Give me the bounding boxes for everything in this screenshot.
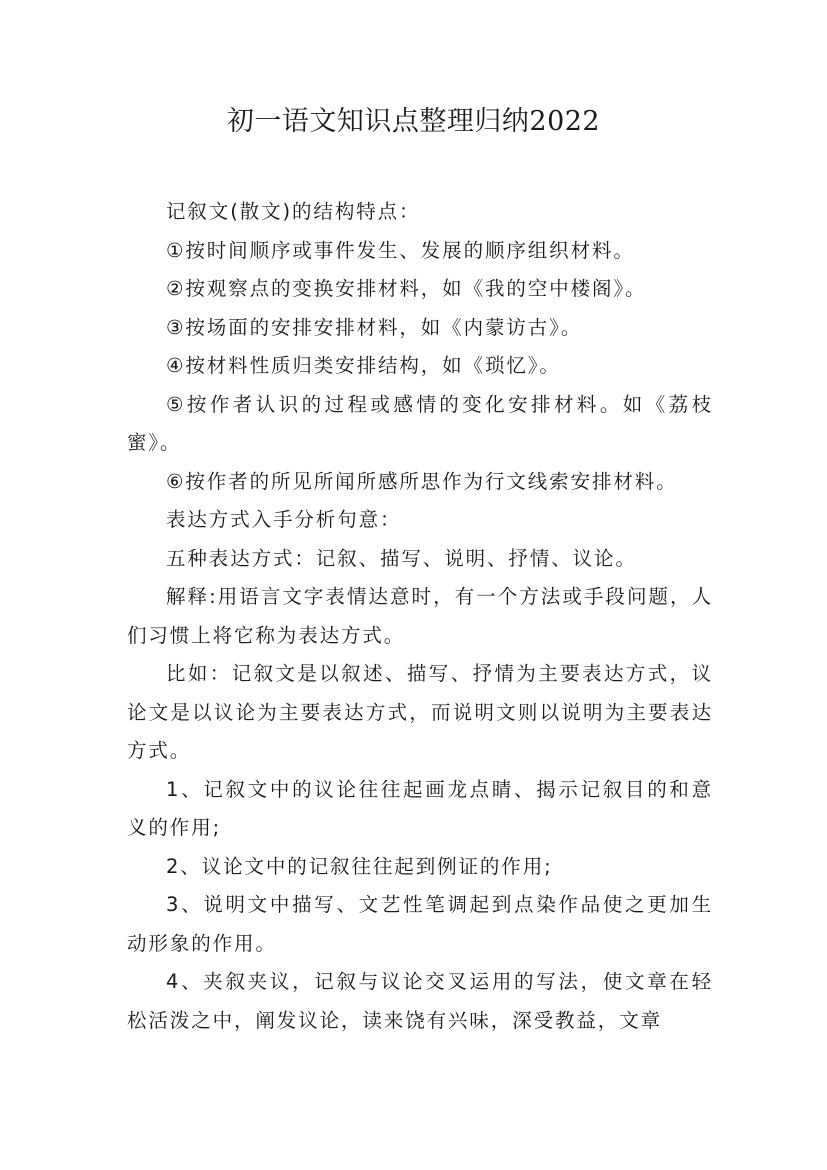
paragraph: 2、议论文中的记叙往往起到例证的作用; xyxy=(166,854,553,878)
paragraph: 解释:用语言文字表情达意时，有一个方法或手段问题，人们习惯上将它称为表达方式。 xyxy=(127,585,713,647)
paragraph: 表达方式入手分析句意： xyxy=(166,508,402,531)
document-body xyxy=(127,193,713,1040)
paragraph: 1、记叙文中的议论往往起画龙点睛、揭示记叙目的和意义的作用; xyxy=(127,777,713,839)
paragraph: 3、说明文中描写、文艺性笔调起到点染作品使之更加生动形象的作用。 xyxy=(127,893,713,955)
paragraph: ⑤按作者认识的过程或感情的变化安排材料。如《荔枝蜜》。 xyxy=(127,392,713,454)
paragraph: ④按材料性质归类安排结构，如《琐忆》。 xyxy=(166,354,561,377)
paragraph: 记叙文(散文)的结构特点： xyxy=(166,200,421,223)
paragraph: 比如：记叙文是以叙述、描写、抒情为主要表达方式，议论文是以议论为主要表达方式，而说明文则以说明为主要表达方式。 xyxy=(127,662,713,762)
paragraph: ①按时间顺序或事件发生、发展的顺序组织材料。 xyxy=(166,238,635,262)
paragraph: ③按场面的安排安排材料，如《内蒙访古》。 xyxy=(166,315,583,339)
paragraph: 五种表达方式：记叙、描写、说明、抒情、议论。 xyxy=(166,546,637,570)
paragraph: 4、夹叙夹议，记叙与议论交叉运用的写法，使文章在轻松活泼之中，阐发议论，读来饶有兴味，深受教益，文章 xyxy=(127,970,713,1032)
paragraph: ②按观察点的变换安排材料，如《我的空中楼阁》。 xyxy=(166,277,647,300)
paragraph: ⑥按作者的所见所闻所感所思作为行文线索安排材料。 xyxy=(166,469,678,493)
document-title: 初一语文知识点整理归纳2022 xyxy=(226,106,601,137)
